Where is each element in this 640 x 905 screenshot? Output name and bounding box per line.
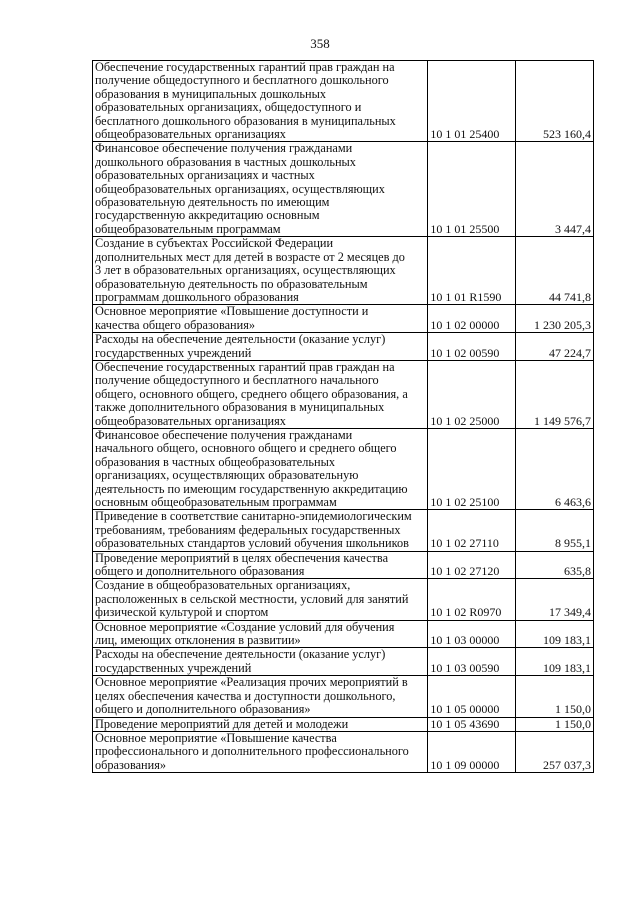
amount: 1 149 576,7 bbox=[515, 360, 593, 428]
amount: 8 955,1 bbox=[515, 510, 593, 551]
expense-name: Обеспечение государственных гарантий прав граждан на получение общедоступного и бесплатного дошкольного образования в муниципальных дошкольных образовательных организациях, общедоступного и бесплатного дошкольного образования в муниципальных общеобразовательных организациях bbox=[95, 60, 396, 142]
budget-code: 10 1 05 00000 bbox=[428, 676, 515, 717]
expense-name: Финансовое обеспечение получения гражданами дошкольного образования в частных дошкольных образовательных организациях и частных общеобразовательных организациях, осуществляющих образовательную деятельность по имеющим государственную аккредитацию основным общеобразовательным программам bbox=[95, 141, 385, 236]
table-row bbox=[93, 510, 594, 551]
amount: 523 160,4 bbox=[515, 61, 593, 142]
amount: 1 150,0 bbox=[515, 676, 593, 717]
table-row bbox=[93, 142, 594, 237]
amount: 44 741,8 bbox=[515, 237, 593, 305]
amount: 17 349,4 bbox=[515, 579, 593, 620]
expense-name: Основное мероприятие «Повышение доступности и качества общего образования» bbox=[95, 304, 369, 332]
amount: 1 230 205,3 bbox=[515, 305, 593, 333]
expense-name: Обеспечение государственных гарантий прав граждан на получение общедоступного и бесплатного начального общего, основного общего, среднего общего образования, а также дополнительного образования в муниципальных общеобразовательных организациях bbox=[95, 359, 408, 428]
expense-name: Расходы на обеспечение деятельности (оказание услуг) государственных учреждений bbox=[95, 332, 386, 360]
amount: 47 224,7 bbox=[515, 333, 593, 361]
budget-code: 10 1 02 27120 bbox=[428, 551, 515, 579]
table-row bbox=[93, 579, 594, 620]
expense-name: Расходы на обеспечение деятельности (оказание услуг) государственных учреждений bbox=[95, 647, 386, 675]
expense-name: Основное мероприятие «Реализация прочих мероприятий в целях обеспечения качества и доступности дошкольного, общего и дополнительного образования» bbox=[95, 675, 408, 717]
expense-name-cell bbox=[93, 551, 428, 579]
table-row bbox=[93, 428, 594, 509]
expense-name: Финансовое обеспечение получения гражданами начального общего, основного общего и среднего общего образования в частных общеобразовательных организациях, осуществляющих образовательную деятельность по имеющим государственную аккредитацию основным общеобразовательным программам bbox=[95, 427, 408, 509]
expense-name-cell bbox=[93, 510, 428, 551]
budget-code: 10 1 02 00000 bbox=[428, 305, 515, 333]
table-row bbox=[93, 717, 594, 731]
amount: 257 037,3 bbox=[515, 731, 593, 772]
expense-name-cell bbox=[93, 620, 428, 648]
expense-name: Создание в общеобразовательных организациях, расположенных в сельской местности, условий для занятий физической культурой и спортом bbox=[95, 578, 409, 620]
amount: 109 183,1 bbox=[515, 620, 593, 648]
budget-code: 10 1 05 43690 bbox=[428, 717, 515, 731]
table-row bbox=[93, 648, 594, 676]
table-row bbox=[93, 360, 594, 428]
budget-code: 10 1 02 R0970 bbox=[428, 579, 515, 620]
budget-code: 10 1 02 00590 bbox=[428, 333, 515, 361]
budget-code: 10 1 01 R1590 bbox=[428, 237, 515, 305]
budget-code: 10 1 01 25500 bbox=[428, 142, 515, 237]
expense-name-cell bbox=[93, 237, 428, 305]
amount: 1 150,0 bbox=[515, 717, 593, 731]
expense-name: Проведение мероприятий для детей и молодежи bbox=[95, 716, 349, 731]
budget-table-body bbox=[93, 61, 594, 773]
page-number: 358 bbox=[310, 36, 330, 51]
expense-name-cell bbox=[93, 142, 428, 237]
table-row bbox=[93, 620, 594, 648]
expense-name-cell bbox=[93, 648, 428, 676]
table-row bbox=[93, 305, 594, 333]
expense-name-cell bbox=[93, 61, 428, 142]
budget-code: 10 1 02 27110 bbox=[428, 510, 515, 551]
expense-name: Проведение мероприятий в целях обеспечения качества общего и дополнительного образования bbox=[95, 550, 389, 579]
table-row bbox=[93, 237, 594, 305]
expense-name-cell bbox=[93, 360, 428, 428]
expense-name-cell bbox=[93, 305, 428, 333]
expense-name-cell bbox=[93, 579, 428, 620]
expense-name-cell bbox=[93, 428, 428, 509]
amount: 6 463,6 bbox=[515, 428, 593, 509]
table-row bbox=[93, 551, 594, 579]
budget-code: 10 1 01 25400 bbox=[428, 61, 515, 142]
table-row bbox=[93, 61, 594, 142]
budget-code: 10 1 02 25000 bbox=[428, 360, 515, 428]
table-row bbox=[93, 333, 594, 361]
amount: 635,8 bbox=[515, 551, 593, 579]
table-row bbox=[93, 676, 594, 717]
expense-name: Основное мероприятие «Повышение качества профессионального и дополнительного профессионального образования» bbox=[95, 730, 409, 772]
budget-code: 10 1 02 25100 bbox=[428, 428, 515, 509]
expense-name-cell bbox=[93, 731, 428, 772]
table-row bbox=[93, 731, 594, 772]
budget-code: 10 1 03 00000 bbox=[428, 620, 515, 648]
budget-code: 10 1 03 00590 bbox=[428, 648, 515, 676]
expense-name: Создание в субъектах Российской Федерации дополнительных мест для детей в возрасте от 2 месяцев до 3 лет в образовательных организациях, осуществляющих образовательную деятельность по образовательным программам дошкольного образования bbox=[95, 236, 405, 304]
budget-table bbox=[92, 60, 594, 773]
amount: 3 447,4 bbox=[515, 142, 593, 237]
expense-name: Основное мероприятие «Создание условий для обучения лиц, имеющих отклонения в развитии» bbox=[95, 619, 395, 648]
expense-name-cell bbox=[93, 333, 428, 361]
budget-code: 10 1 09 00000 bbox=[428, 731, 515, 772]
expense-name-cell bbox=[93, 676, 428, 717]
expense-name-cell bbox=[93, 717, 428, 731]
amount: 109 183,1 bbox=[515, 648, 593, 676]
expense-name: Приведение в соответствие санитарно-эпидемиологическим требованиям, требованиям федеральных государственных образовательных стандартов условий обучения школьников bbox=[95, 509, 412, 551]
